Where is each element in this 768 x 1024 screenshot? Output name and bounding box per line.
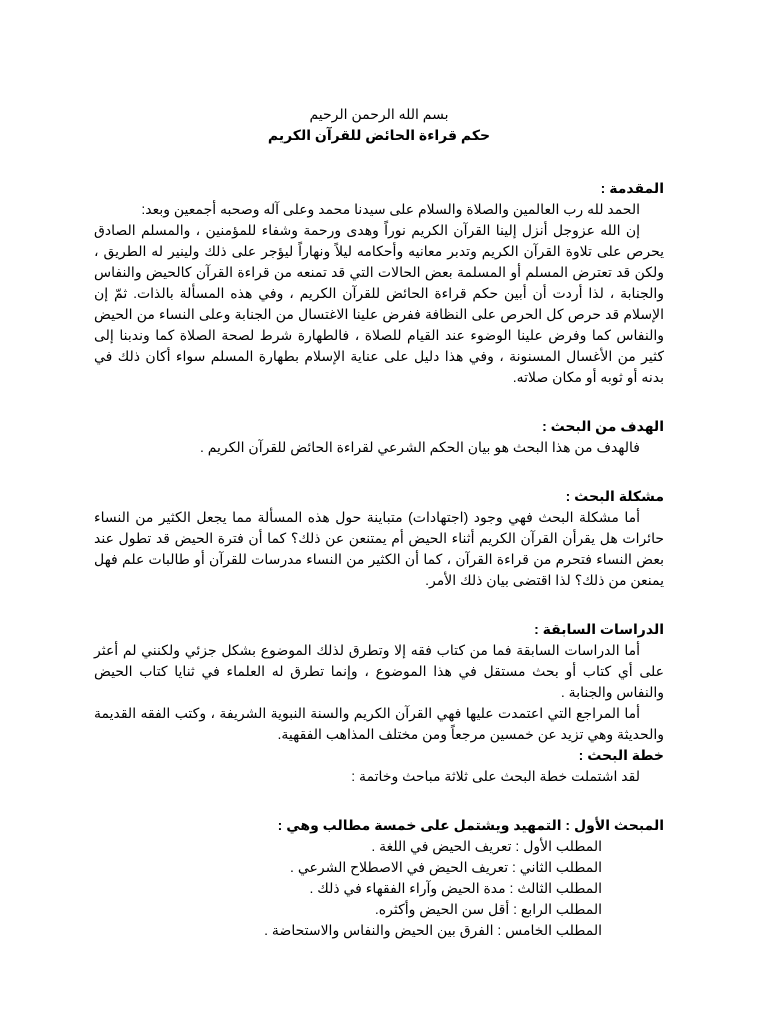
- research-plan-text: لقد اشتملت خطة البحث على ثلاثة مباحث وخاتمة :: [351, 768, 640, 784]
- goal-heading: الهدف من البحث :: [542, 418, 664, 434]
- section-1-item: المطلب الخامس : الفرق بين الحيض والنفاس والاستحاضة .: [264, 922, 602, 938]
- section-1-item: المطلب الرابع : أقل سن الحيض وأكثره.: [374, 901, 602, 917]
- problem-heading: مشكلة البحث :: [565, 488, 664, 504]
- previous-studies-paragraph-1: أما الدراسات السابقة فما من كتاب فقه إلا وتطرق لذلك الموضوع بشكل جزئي ولكنني لم أعثر على أي كتاب أو بحث مستقل في هذا الموضوع ، وإنما تطرق له العلماء في ثنايا كتاب الحيض والنفاس والجنابة .: [94, 642, 664, 700]
- research-plan-heading: خطة البحث :: [578, 747, 664, 763]
- intro-paragraph-2: إن الله عزوجل أنزل إلينا القرآن الكريم نوراً وهدى ورحمة وشفاء للمؤمنين ، والمسلم الصادق يحرص على تلاوة القرآن الكريم وتدبر معانيه وأحكامه ليلاً ونهاراً ليؤجر على ذلك ولينير له الطريق ، ولكن قد تعترض المسلم أو المسلمة بعض الحالات التي قد تمنعه من قراءة القرآن كالحيض والنفاس والجنابة ، لذا أردت أن أبين حكم قراءة الحائض للقرآن الكريم ، وفي هذه المسألة بالذات. ثمّ إن الإسلام قد حرص كل الحرص على النظافة ففرض علينا الاغتسال من الجنابة وعلى النساء من الحيض والنفاس كما وفرض علينا الوضوء عند القيام للصلاة ، فالطهارة شرط لصحة الصلاة كما وندبنا إلى كثير من الأغسال المسنونة ، وفي هذا دليل على عناية الإسلام بطهارة المسلم سواء أكان ذلك في بدنه أو ثوبه أو مكان صلاته.: [94, 222, 664, 385]
- document-content: [94, 104, 664, 941]
- problem-text: أما مشكلة البحث فهي وجود (اجتهادات) متباينة حول هذه المسألة مما يجعل الكثير من النساء حائرات هل يقرأن القرآن الكريم أثناء الحيض أم يمتنعن عن ذلك؟ كما أن فترة الحيض قد تطول عند بعض النساء فتحرم من قراءة القرآن ، كما أن الكثير من النساء مدرسات للقرآن أو طالبات علم فهل يمنعن من ذلك؟ لذا اقتضى بيان ذلك الأمر.: [94, 509, 664, 588]
- goal-text: فالهدف من هذا البحث هو بيان الحكم الشرعي لقراءة الحائض للقرآن الكريم .: [199, 439, 640, 455]
- previous-studies-heading: الدراسات السابقة :: [534, 621, 664, 637]
- section-1-item: المطلب الثاني : تعريف الحيض في الاصطلاح الشرعي .: [290, 859, 602, 875]
- previous-studies-paragraph-2: أما المراجع التي اعتمدت عليها فهي القرآن الكريم والسنة النبوية الشريفة ، وكتب الفقه القديمة والحديثة وهي تزيد عن خمسين مرجعاً ومن مختلف المذاهب الفقهية.: [94, 705, 664, 742]
- intro-paragraph-1: الحمد لله رب العالمين والصلاة والسلام على سيدنا محمد وعلى آله وصحبه أجمعين وبعد:: [141, 201, 640, 217]
- basmala: بسم الله الرحمن الرحيم: [309, 106, 449, 122]
- intro-heading: المقدمة :: [600, 180, 664, 196]
- section-1-item: المطلب الأول : تعريف الحيض في اللغة .: [371, 838, 602, 854]
- document-title: حكم قراءة الحائض للقرآن الكريم: [267, 127, 491, 143]
- section-1-heading: المبحث الأول : التمهيد ويشتمل على خمسة مطالب وهي :: [277, 817, 664, 833]
- section-1-item: المطلب الثالث : مدة الحيض وآراء الفقهاء في ذلك .: [309, 880, 602, 896]
